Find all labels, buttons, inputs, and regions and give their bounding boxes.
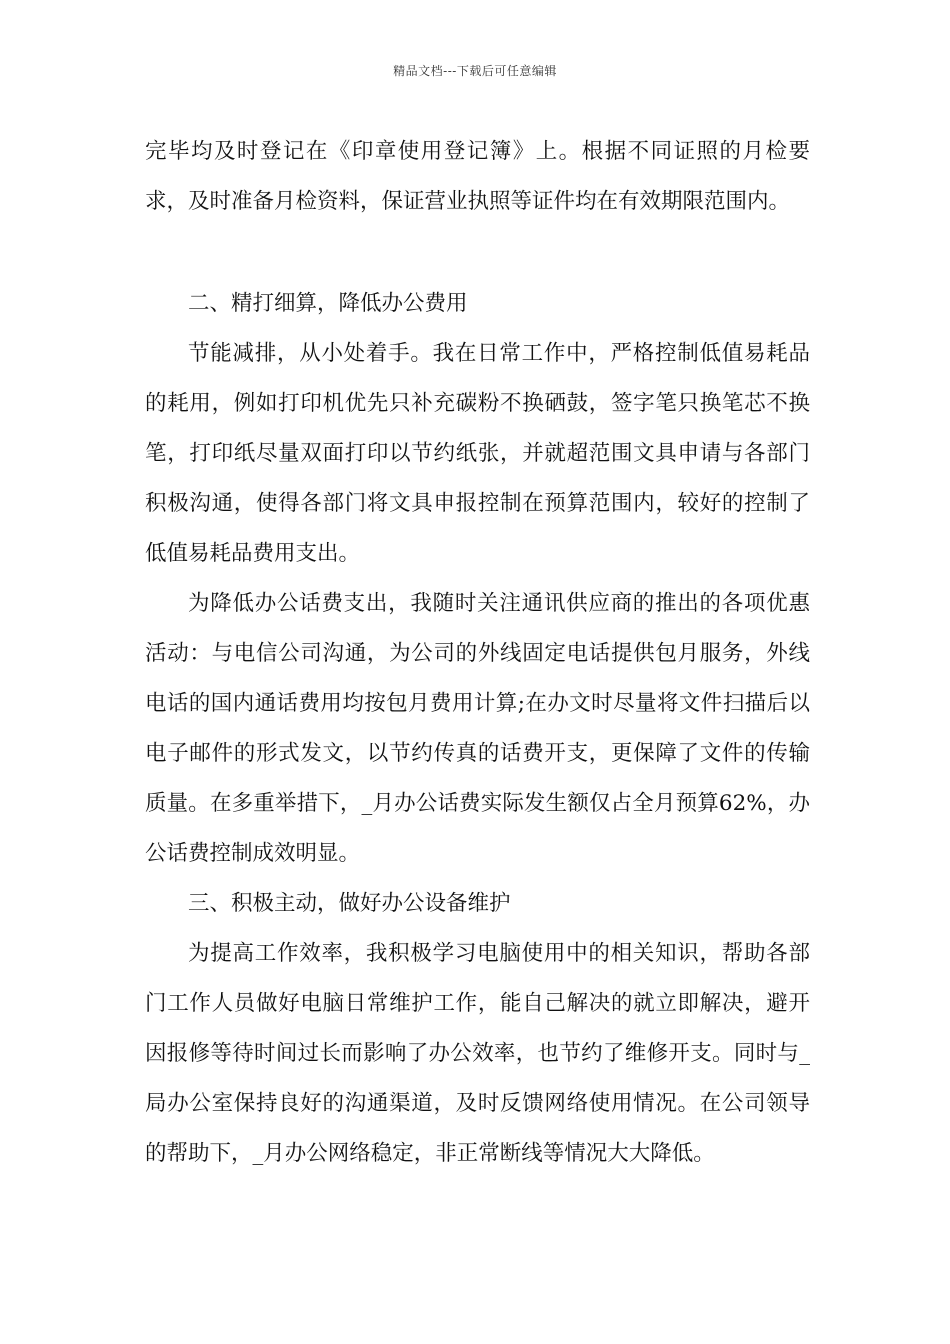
paragraph-equipment-maintenance: 为提高工作效率，我积极学习电脑使用中的相关知识，帮助各部门工作人员做好电脑日常维护工作，能自己解决的就立即解决，避开因报修等待时间过长而影响了办公效率，也节约了维修开支。同时与_局办公室保持良好的沟通渠道，及时反馈网络使用情况。在公司领导的帮助下，_月办公网络稳定，非正常断线等情况大大降低。 <box>145 941 810 1166</box>
paragraph-continuation: 完毕均及时登记在《印章使用登记簿》上。根据不同证照的月检要求，及时准备月检资料，保证营业执照等证件均在有效期限范围内。 <box>145 139 810 214</box>
section-heading-2: 二、精打细算，降低办公费用 <box>188 291 468 316</box>
page-header: 精品文档---下载后可任意编辑 <box>393 64 557 78</box>
document-body <box>145 127 810 1179</box>
paragraph-energy-saving: 节能减排，从小处着手。我在日常工作中，严格控制低值易耗品的耗用，例如打印机优先只补充碳粉不换硒鼓，签字笔只换笔芯不换笔，打印纸尽量双面打印以节约纸张，并就超范围文具申请与各部门积极沟通，使得各部门将文具申报控制在预算范围内，较好的控制了低值易耗品费用支出。 <box>145 341 810 566</box>
paragraph-phone-costs: 为降低办公话费支出，我随时关注通讯供应商的推出的各项优惠活动：与电信公司沟通，为公司的外线固定电话提供包月服务，外线电话的国内通话费用均按包月费用计算;在办文时尽量将文件扫描后以电子邮件的形式发文，以节约传真的话费开支，更保障了文件的传输质量。在多重举措下，_月办公话费实际发生额仅占全月预算62%，办公话费控制成效明显。 <box>145 591 810 866</box>
section-heading-3: 三、积极主动，做好办公设备维护 <box>188 891 511 916</box>
